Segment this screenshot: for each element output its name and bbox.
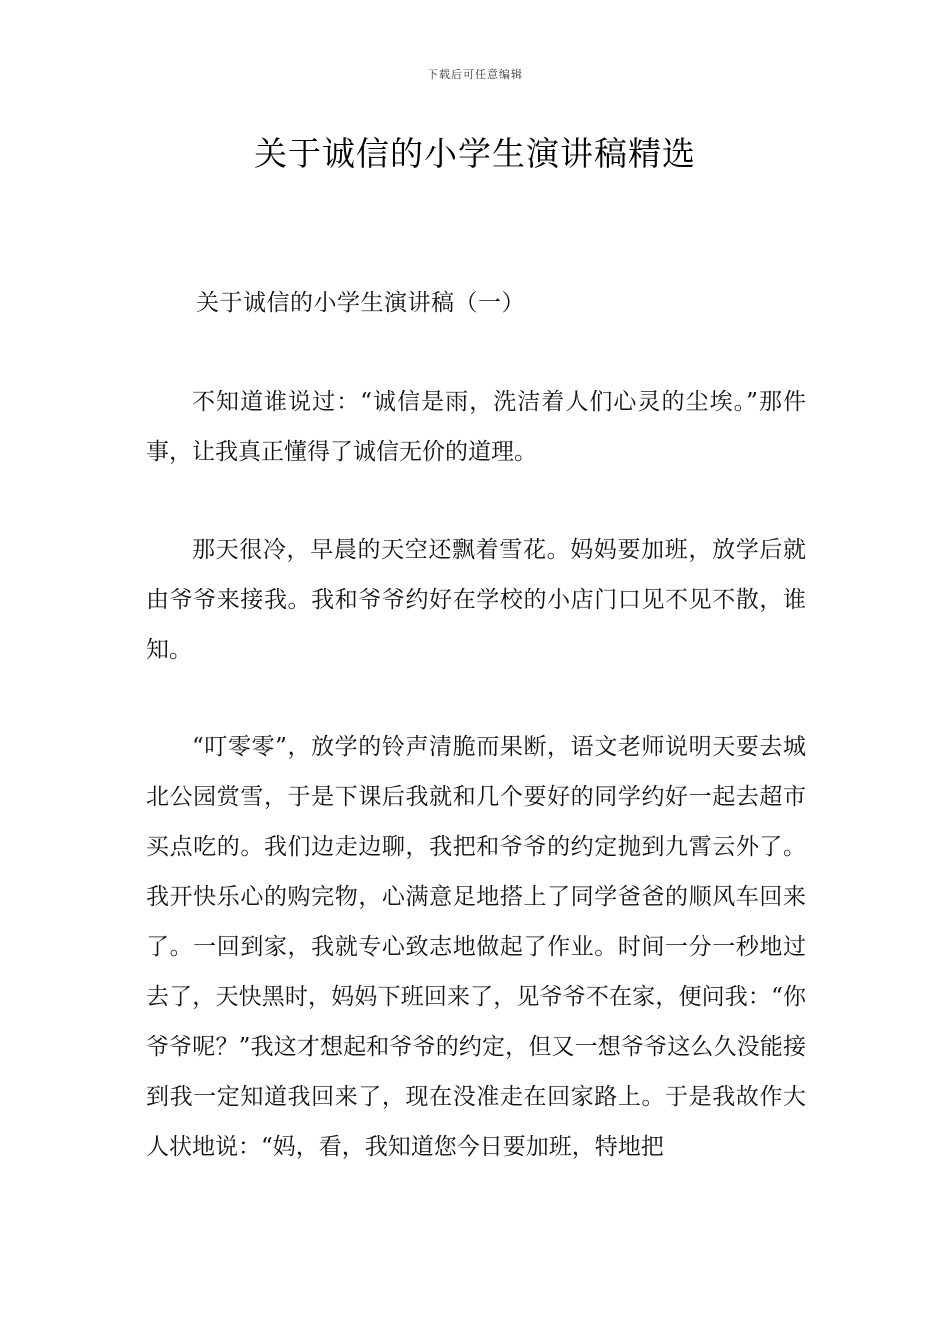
paragraph: 那天很冷，早晨的天空还飘着雪花。妈妈要加班，放学后就由爷爷来接我。我和爷爷约好在学校的小店门口见不见不散，谁知。 <box>146 537 806 663</box>
section-heading: 关于诚信的小学生演讲稿（一） <box>196 290 525 316</box>
paragraph: 不知道谁说过：“诚信是雨，洗洁着人们心灵的尘埃。”那件事，让我真正懂得了诚信无价的道理。 <box>146 389 806 465</box>
paragraph: “叮零零”，放学的铃声清脆而果断，语文老师说明天要去城北公园赏雪，于是下课后我就和几个要好的同学约好一起去超市买点吃的。我们边走边聊，我把和爷爷的约定抛到九霄云外了。我开快乐心的购完物，心满意足地搭上了同学爸爸的顺风车回来了。一回到家，我就专心致志地做起了作业。时间一分一秒地过去了，天快黑时，妈妈下班回来了，见爷爷不在家，便问我：“你爷爷呢？”我这才想起和爷爷的约定，但又一想爷爷这么久没能接到我一定知道我回来了，现在没准走在回家路上。于是我故作大人状地说：“妈，看，我知道您今日要加班，特地把 <box>146 734 806 1160</box>
header-note: 下载后可任意编辑 <box>427 68 523 81</box>
document-title: 关于诚信的小学生演讲稿精选 <box>254 134 696 173</box>
